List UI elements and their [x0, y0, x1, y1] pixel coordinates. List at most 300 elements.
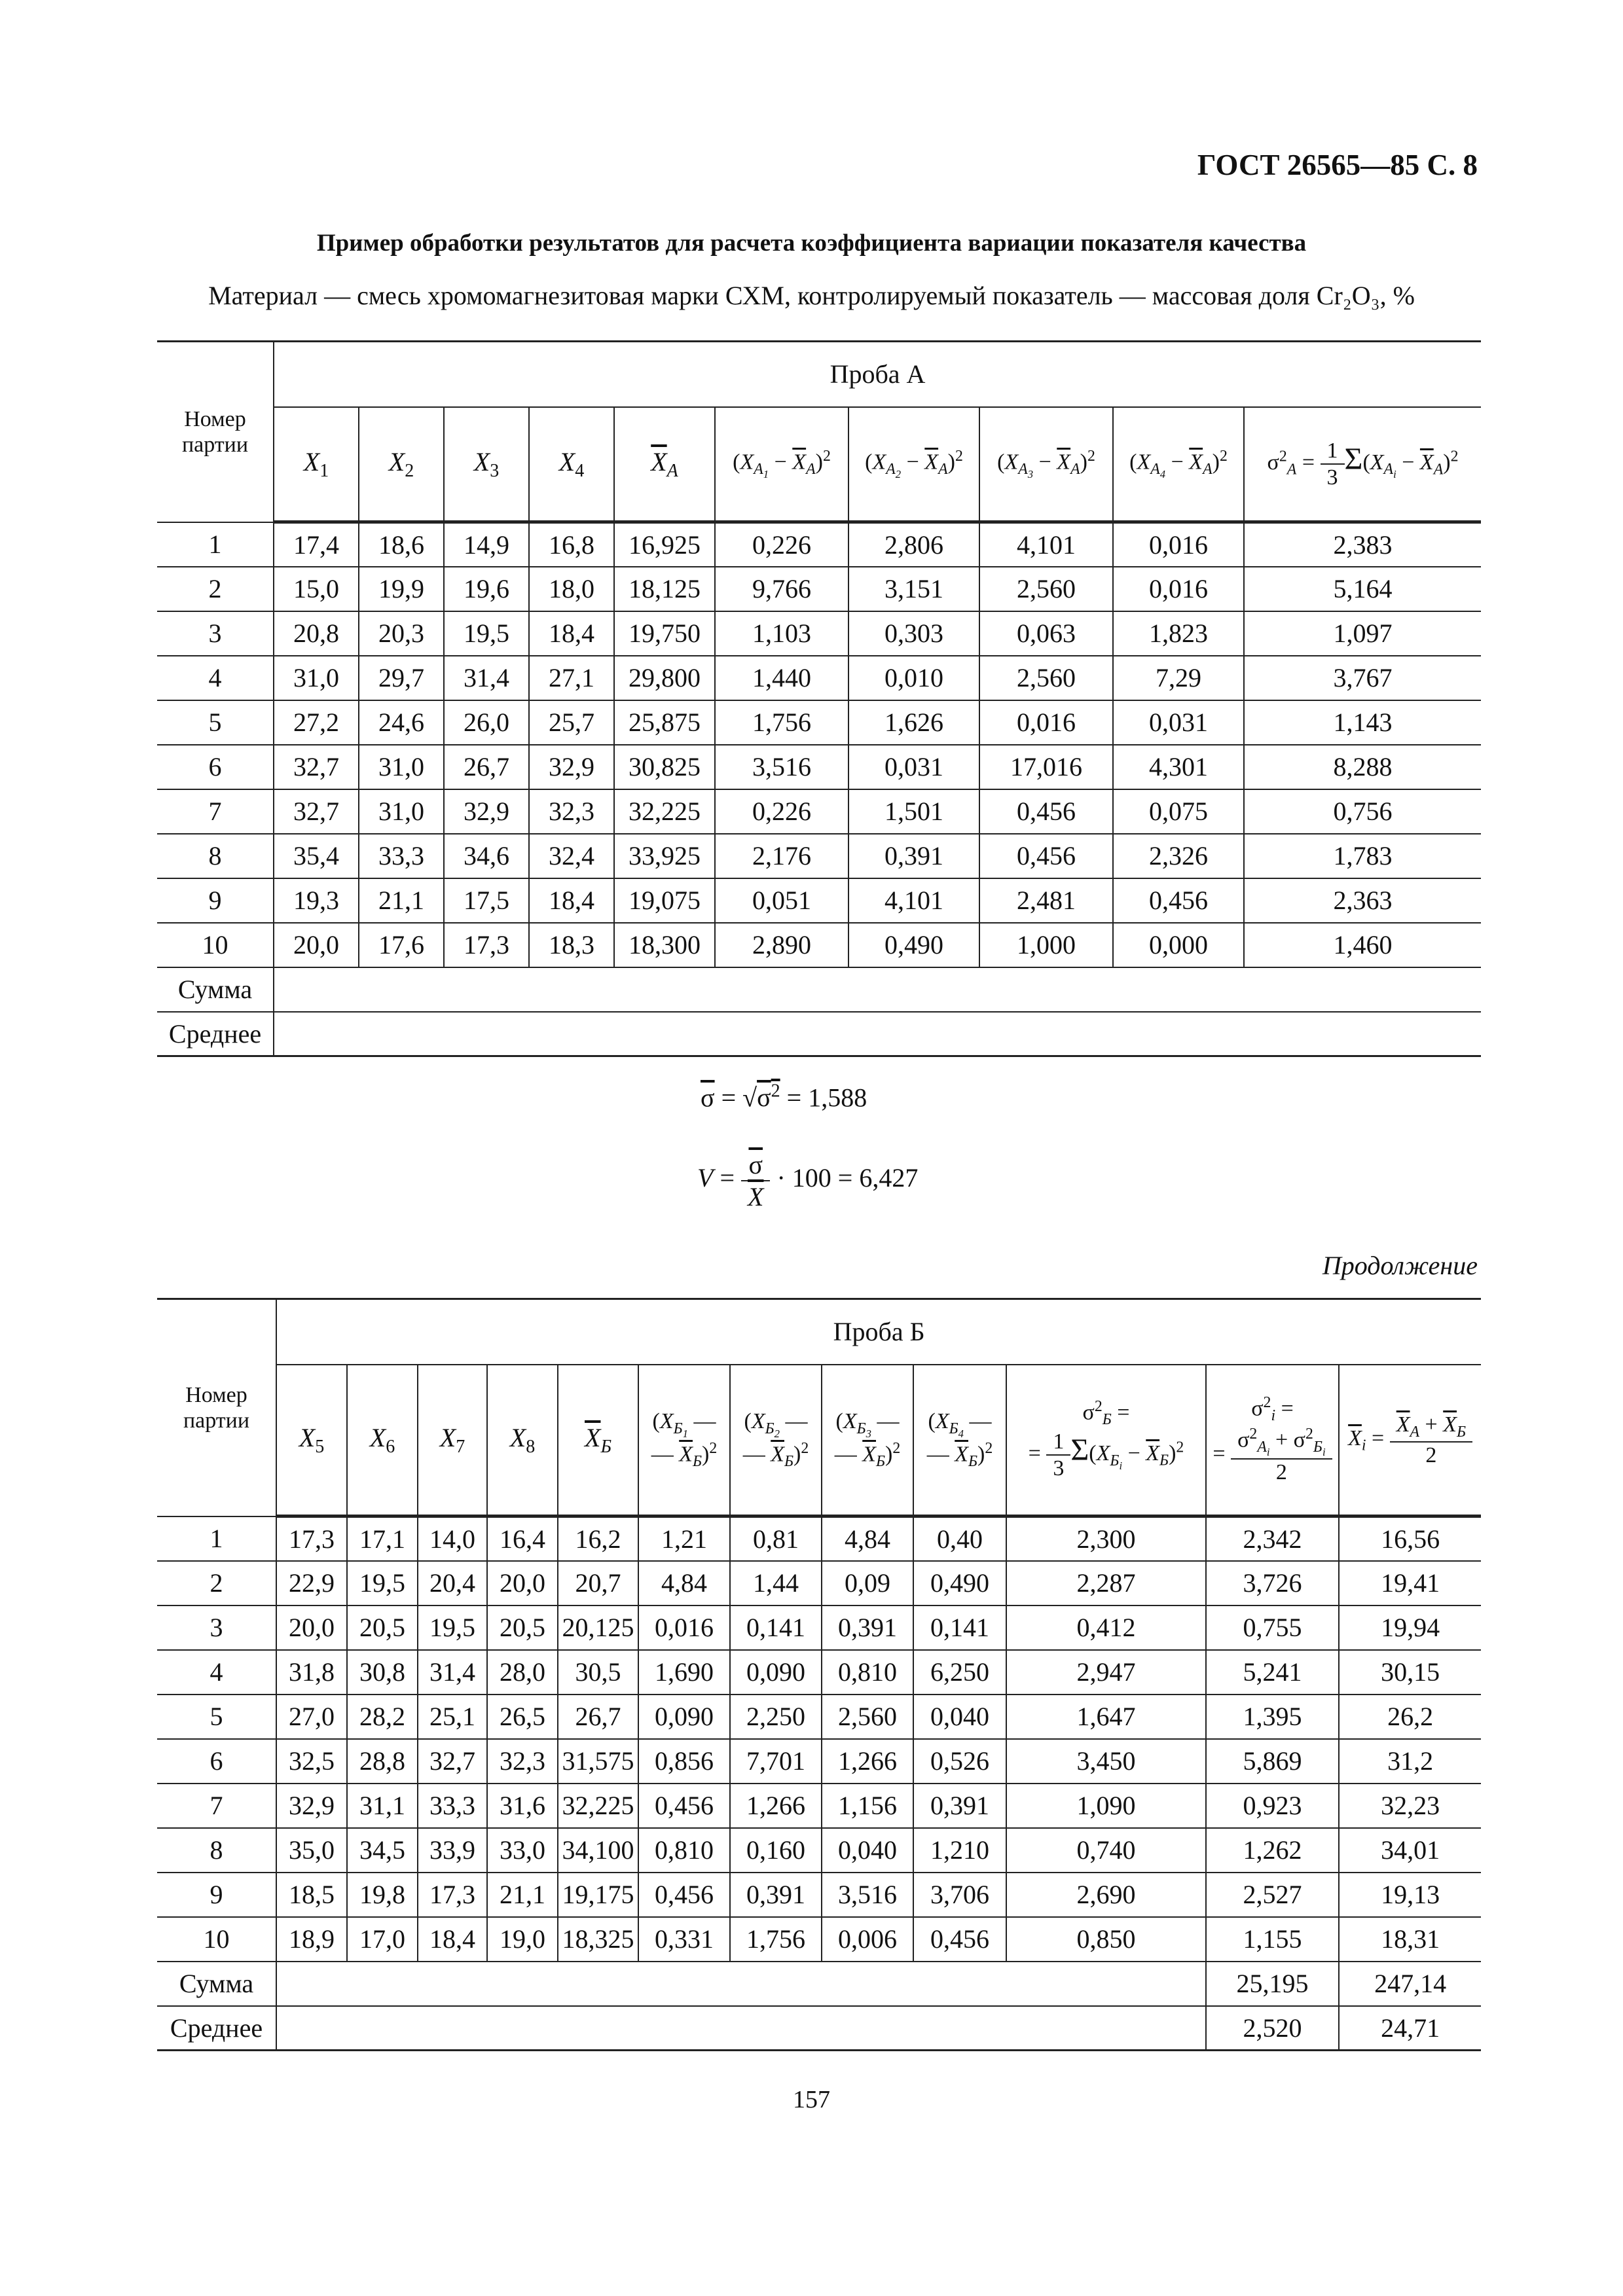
table-cell: 29,800	[614, 656, 715, 700]
table-cell: 18,31	[1339, 1917, 1481, 1962]
table-cell: 0,090	[730, 1650, 822, 1695]
table-cell: 16,56	[1339, 1516, 1481, 1561]
table-cell: 1,690	[638, 1650, 730, 1695]
table-cell: 25,1	[418, 1695, 487, 1739]
table-cell: 17,5	[444, 878, 529, 923]
table-row	[157, 567, 1481, 611]
table-sample-a	[157, 340, 1481, 1057]
col-header: ($X_{Б_4}$ — — $\overline{X}_Б)^2$	[913, 1365, 1006, 1516]
table-cell: 17,3	[276, 1516, 347, 1561]
table-cell: 20,0	[274, 923, 359, 967]
table-cell: 1,440	[715, 656, 848, 700]
col-header: $X_6$	[347, 1365, 418, 1516]
table-row	[157, 1561, 1481, 1605]
batch-number: 7	[157, 1784, 276, 1828]
table-cell: 9,766	[715, 567, 848, 611]
batch-number: 9	[157, 1873, 276, 1917]
table-row	[157, 1784, 1481, 1828]
table-cell: 2,250	[730, 1695, 822, 1739]
col-header: ($X_{Б_1}$ — — $\overline{X}_Б)^2$	[638, 1365, 730, 1516]
table-cell: 1,783	[1244, 834, 1481, 878]
table-cell: 20,8	[274, 611, 359, 656]
table-cell: 5,869	[1206, 1739, 1339, 1784]
table-cell: 2,947	[1006, 1650, 1206, 1695]
table-cell: 19,5	[418, 1605, 487, 1650]
col-header: $(X_{A_2} - \overline{X}_A)^2$	[848, 407, 979, 522]
batch-number: 8	[157, 1828, 276, 1873]
table-cell: 2,383	[1244, 522, 1481, 567]
mean-empty	[274, 1012, 1481, 1056]
table-cell: 0,09	[822, 1561, 913, 1605]
table-cell: 35,0	[276, 1828, 347, 1873]
table-cell: 28,8	[347, 1739, 418, 1784]
table-cell: 29,7	[359, 656, 444, 700]
sum-value: 247,14	[1339, 1962, 1481, 2006]
table-cell: 2,176	[715, 834, 848, 878]
col-header: $X_4$	[529, 407, 614, 522]
table-cell: 31,8	[276, 1650, 347, 1695]
table-cell: 18,4	[529, 611, 614, 656]
table-cell: 0,391	[730, 1873, 822, 1917]
table-cell: 14,0	[418, 1516, 487, 1561]
table-cell: 0,090	[638, 1695, 730, 1739]
table-cell: 0,490	[848, 923, 979, 967]
table-cell: 0,412	[1006, 1605, 1206, 1650]
mean-label: Среднее	[157, 2006, 276, 2051]
table-row	[157, 745, 1481, 789]
batch-number: 8	[157, 834, 274, 878]
table-cell: 0,40	[913, 1516, 1006, 1561]
table-cell: 31,575	[558, 1739, 638, 1784]
table-cell: 0,391	[848, 834, 979, 878]
table-cell: 2,481	[979, 878, 1113, 923]
table-cell: 8,288	[1244, 745, 1481, 789]
table-cell: 18,0	[529, 567, 614, 611]
row-header: Номер партии	[157, 1299, 276, 1516]
table-cell: 19,5	[444, 611, 529, 656]
page-header: ГОСТ 26565—85 С. 8	[1197, 149, 1478, 181]
table-cell: 21,1	[487, 1873, 558, 1917]
table-cell: 20,5	[347, 1605, 418, 1650]
table-cell: 31,0	[359, 745, 444, 789]
table-cell: 32,4	[529, 834, 614, 878]
batch-number: 6	[157, 1739, 276, 1784]
table-cell: 2,300	[1006, 1516, 1206, 1561]
table-cell: 7,29	[1113, 656, 1244, 700]
sum-empty	[274, 967, 1481, 1012]
table-cell: 0,016	[1113, 567, 1244, 611]
table-cell: 4,84	[822, 1516, 913, 1561]
table-cell: 33,925	[614, 834, 715, 878]
table-cell: 2,342	[1206, 1516, 1339, 1561]
table-cell: 31,2	[1339, 1739, 1481, 1784]
batch-number: 1	[157, 1516, 276, 1561]
table-cell: 1,266	[730, 1784, 822, 1828]
table-cell: 0,141	[730, 1605, 822, 1650]
table-cell: 1,103	[715, 611, 848, 656]
table-cell: 17,3	[418, 1873, 487, 1917]
table-cell: 31,1	[347, 1784, 418, 1828]
table-cell: 17,3	[444, 923, 529, 967]
table-cell: 16,4	[487, 1516, 558, 1561]
table-cell: 1,266	[822, 1739, 913, 1784]
table-cell: 32,7	[418, 1739, 487, 1784]
col-header: $\overline{X}_Б$	[558, 1365, 638, 1516]
col-header: $\sigma^2_Б$ = = $\frac{1}{3}$ $\Sigma(X_{Б_i} - \overline{X}_Б)^2$	[1006, 1365, 1206, 1516]
table-cell: 0,006	[822, 1917, 913, 1962]
table-cell: 19,0	[487, 1917, 558, 1962]
table-cell: 0,016	[1113, 522, 1244, 567]
batch-number: 2	[157, 567, 274, 611]
table-cell: 32,23	[1339, 1784, 1481, 1828]
table-cell: 0,456	[979, 789, 1113, 834]
col-header: ($X_{Б_2}$ — — $\overline{X}_Б)^2$	[730, 1365, 822, 1516]
table-row	[157, 923, 1481, 967]
table-cell: 0,075	[1113, 789, 1244, 834]
table-cell: 1,210	[913, 1828, 1006, 1873]
table-cell: 0,810	[822, 1650, 913, 1695]
table-cell: 27,0	[276, 1695, 347, 1739]
col-header: $X_2$	[359, 407, 444, 522]
table-cell: 2,690	[1006, 1873, 1206, 1917]
table-cell: 20,0	[487, 1561, 558, 1605]
table-cell: 19,5	[347, 1561, 418, 1605]
table-cell: 5,164	[1244, 567, 1481, 611]
table-cell: 2,560	[979, 567, 1113, 611]
page-number: 157	[793, 2086, 830, 2113]
material-subtitle: Материал — смесь хромомагнезитовая марки СХМ, контролируемый показатель — массовая доля Cr₂O₃, %	[208, 281, 1415, 310]
table-cell: 17,1	[347, 1516, 418, 1561]
col-header: $\overline{X}_A$	[614, 407, 715, 522]
batch-number: 1	[157, 522, 274, 567]
table-cell: 17,016	[979, 745, 1113, 789]
table-cell: 16,2	[558, 1516, 638, 1561]
col-header: $(X_{A_1} - \overline{X}_A)^2$	[715, 407, 848, 522]
mean-label: Среднее	[157, 1012, 274, 1056]
batch-number: 5	[157, 700, 274, 745]
table-cell: 4,101	[848, 878, 979, 923]
table-cell: 24,6	[359, 700, 444, 745]
col-header: $\sigma^2_i$ = = $\frac{\sigma^2_{A_i} + \sigma^2_{Б_i}}{2}$	[1206, 1365, 1339, 1516]
table-cell: 21,1	[359, 878, 444, 923]
table-cell: 2,560	[822, 1695, 913, 1739]
table-cell: 18,5	[276, 1873, 347, 1917]
table-cell: 32,9	[276, 1784, 347, 1828]
table-cell: 19,9	[359, 567, 444, 611]
table-row	[157, 1917, 1481, 1962]
table-cell: 0,031	[1113, 700, 1244, 745]
sum-value: 25,195	[1206, 1962, 1339, 2006]
table-cell: 0,016	[638, 1605, 730, 1650]
table-cell: 26,7	[444, 745, 529, 789]
table-cell: 0,226	[715, 789, 848, 834]
table-cell: 0,755	[1206, 1605, 1339, 1650]
table-cell: 15,0	[274, 567, 359, 611]
table-cell: 0,456	[638, 1873, 730, 1917]
table-cell: 20,125	[558, 1605, 638, 1650]
table-cell: 35,4	[274, 834, 359, 878]
table-cell: 2,326	[1113, 834, 1244, 878]
table-cell: 19,13	[1339, 1873, 1481, 1917]
table-cell: 16,925	[614, 522, 715, 567]
table-row	[157, 1650, 1481, 1695]
sigma-value: 1,588	[808, 1083, 867, 1113]
table-cell: 2,560	[979, 656, 1113, 700]
table-cell: 26,0	[444, 700, 529, 745]
col-header: $(X_{A_4} - \overline{X}_A)^2$	[1113, 407, 1244, 522]
group-header: Проба А	[274, 342, 1481, 407]
table-cell: 33,3	[418, 1784, 487, 1828]
table-cell: 0,331	[638, 1917, 730, 1962]
table-cell: 0,850	[1006, 1917, 1206, 1962]
table-cell: 0,031	[848, 745, 979, 789]
table-cell: 32,225	[558, 1784, 638, 1828]
table-cell: 0,040	[822, 1828, 913, 1873]
table-cell: 2,890	[715, 923, 848, 967]
table-cell: 34,5	[347, 1828, 418, 1873]
table-cell: 32,5	[276, 1739, 347, 1784]
table-cell: 19,175	[558, 1873, 638, 1917]
col-header: $X_5$	[276, 1365, 347, 1516]
table-cell: 3,726	[1206, 1561, 1339, 1605]
group-header: Проба Б	[276, 1299, 1481, 1365]
table-cell: 1,395	[1206, 1695, 1339, 1739]
table-cell: 28,0	[487, 1650, 558, 1695]
table-cell: 1,097	[1244, 611, 1481, 656]
table-row	[157, 1516, 1481, 1561]
col-header: $\sigma^2_A$ = $\frac{1}{3}$ $\Sigma(X_{A_i} - \overline{X}_A)^2$	[1244, 407, 1481, 522]
continuation-label: Продолжение	[1322, 1251, 1478, 1280]
table-cell: 5,241	[1206, 1650, 1339, 1695]
table-cell: 18,4	[418, 1917, 487, 1962]
table-cell: 18,325	[558, 1917, 638, 1962]
col-header: ($X_{Б_3}$ — — $\overline{X}_Б)^2$	[822, 1365, 913, 1516]
table-cell: 7,701	[730, 1739, 822, 1784]
table-cell: 1,460	[1244, 923, 1481, 967]
table-row	[157, 700, 1481, 745]
table-cell: 1,143	[1244, 700, 1481, 745]
col-header: $\overline{X}_i$ = $\frac{\overline{X}_A + \overline{X}_Б}{2}$	[1339, 1365, 1481, 1516]
table-cell: 0,526	[913, 1739, 1006, 1784]
table-row	[157, 1873, 1481, 1917]
table-cell: 33,9	[418, 1828, 487, 1873]
table-cell: 26,7	[558, 1695, 638, 1739]
table-cell: 0,303	[848, 611, 979, 656]
batch-number: 7	[157, 789, 274, 834]
table-cell: 30,15	[1339, 1650, 1481, 1695]
sum-label: Сумма	[157, 1962, 276, 2006]
table-cell: 16,8	[529, 522, 614, 567]
table-row	[157, 1695, 1481, 1739]
table-cell: 0,010	[848, 656, 979, 700]
table-cell: 1,000	[979, 923, 1113, 967]
table-cell: 31,0	[274, 656, 359, 700]
batch-number: 3	[157, 1605, 276, 1650]
table-cell: 0,063	[979, 611, 1113, 656]
table-cell: 32,3	[487, 1739, 558, 1784]
sum-label: Сумма	[157, 967, 274, 1012]
table-cell: 19,750	[614, 611, 715, 656]
sum-empty	[276, 1962, 1206, 2006]
table-cell: 14,9	[444, 522, 529, 567]
table-cell: 18,300	[614, 923, 715, 967]
table-cell: 4,101	[979, 522, 1113, 567]
table-cell: 0,160	[730, 1828, 822, 1873]
table-cell: 1,647	[1006, 1695, 1206, 1739]
batch-number: 9	[157, 878, 274, 923]
table-cell: 0,016	[979, 700, 1113, 745]
table-cell: 4,301	[1113, 745, 1244, 789]
table-cell: 20,3	[359, 611, 444, 656]
table-cell: 32,3	[529, 789, 614, 834]
table-cell: 2,527	[1206, 1873, 1339, 1917]
table-cell: 18,3	[529, 923, 614, 967]
table-cell: 4,84	[638, 1561, 730, 1605]
table-cell: 26,2	[1339, 1695, 1481, 1739]
table-cell: 3,516	[715, 745, 848, 789]
table-cell: 27,1	[529, 656, 614, 700]
table-cell: 20,4	[418, 1561, 487, 1605]
table-cell: 1,626	[848, 700, 979, 745]
sigma-formula: $\overline{\sigma} = √\sigma^2 = 1,588$	[701, 1081, 867, 1113]
table-cell: 18,4	[529, 878, 614, 923]
table-row	[157, 656, 1481, 700]
mean-value: 24,71	[1339, 2006, 1481, 2051]
table-cell: 27,2	[274, 700, 359, 745]
table-cell: 19,075	[614, 878, 715, 923]
table-cell: 1,756	[715, 700, 848, 745]
table-cell: 34,6	[444, 834, 529, 878]
col-header: $X_3$	[444, 407, 529, 522]
table-cell: 34,100	[558, 1828, 638, 1873]
table-row	[157, 1605, 1481, 1650]
table-cell: 0,810	[638, 1828, 730, 1873]
table-cell: 3,767	[1244, 656, 1481, 700]
table-cell: 0,923	[1206, 1784, 1339, 1828]
table-cell: 3,706	[913, 1873, 1006, 1917]
table-cell: 0,756	[1244, 789, 1481, 834]
batch-number: 5	[157, 1695, 276, 1739]
table-cell: 1,156	[822, 1784, 913, 1828]
table-row	[157, 789, 1481, 834]
table-cell: 20,5	[487, 1605, 558, 1650]
table-cell: 0,391	[822, 1605, 913, 1650]
col-header: $(X_{A_3} - \overline{X}_A)^2$	[979, 407, 1113, 522]
table-cell: 1,756	[730, 1917, 822, 1962]
table-cell: 0,81	[730, 1516, 822, 1561]
table-cell: 0,051	[715, 878, 848, 923]
table-cell: 32,7	[274, 745, 359, 789]
table-cell: 2,806	[848, 522, 979, 567]
variation-formula: V = $\frac{\overline{\sigma}}{X}$ · 100 = 6,427	[697, 1150, 919, 1211]
table-cell: 0,456	[913, 1917, 1006, 1962]
table-cell: 19,6	[444, 567, 529, 611]
table-row	[157, 611, 1481, 656]
table-cell: 1,090	[1006, 1784, 1206, 1828]
batch-number: 4	[157, 656, 274, 700]
table-cell: 19,3	[274, 878, 359, 923]
table-cell: 32,9	[444, 789, 529, 834]
mean-empty	[276, 2006, 1206, 2051]
table-row	[157, 522, 1481, 567]
table-cell: 33,3	[359, 834, 444, 878]
table-row	[157, 1828, 1481, 1873]
table-cell: 19,41	[1339, 1561, 1481, 1605]
table-cell: 0,740	[1006, 1828, 1206, 1873]
table-title: Пример обработки результатов для расчета коэффициента вариации показателя качества	[316, 230, 1307, 257]
table-cell: 31,6	[487, 1784, 558, 1828]
table-cell: 1,501	[848, 789, 979, 834]
table-cell: 3,450	[1006, 1739, 1206, 1784]
table-cell: 0,040	[913, 1695, 1006, 1739]
batch-number: 6	[157, 745, 274, 789]
batch-number: 4	[157, 1650, 276, 1695]
batch-number: 10	[157, 1917, 276, 1962]
table-cell: 34,01	[1339, 1828, 1481, 1873]
table-cell: 31,4	[444, 656, 529, 700]
table-cell: 28,2	[347, 1695, 418, 1739]
table-cell: 25,875	[614, 700, 715, 745]
table-cell: 17,6	[359, 923, 444, 967]
table-cell: 0,391	[913, 1784, 1006, 1828]
table-cell: 20,0	[276, 1605, 347, 1650]
table-cell: 22,9	[276, 1561, 347, 1605]
row-header: Номер партии	[157, 342, 274, 522]
table-cell: 17,0	[347, 1917, 418, 1962]
table-cell: 1,823	[1113, 611, 1244, 656]
table-cell: 0,490	[913, 1561, 1006, 1605]
col-header: $X_7$	[418, 1365, 487, 1516]
table-row	[157, 1739, 1481, 1784]
table-cell: 6,250	[913, 1650, 1006, 1695]
table-cell: 0,226	[715, 522, 848, 567]
table-cell: 18,6	[359, 522, 444, 567]
table-cell: 31,4	[418, 1650, 487, 1695]
table-cell: 30,5	[558, 1650, 638, 1695]
table-cell: 32,9	[529, 745, 614, 789]
batch-number: 10	[157, 923, 274, 967]
table-cell: 30,8	[347, 1650, 418, 1695]
table-cell: 30,825	[614, 745, 715, 789]
table-cell: 25,7	[529, 700, 614, 745]
v-value: 6,427	[859, 1163, 919, 1193]
table-cell: 2,287	[1006, 1561, 1206, 1605]
table-cell: 0,000	[1113, 923, 1244, 967]
table-cell: 0,456	[1113, 878, 1244, 923]
table-row	[157, 878, 1481, 923]
table-cell: 20,7	[558, 1561, 638, 1605]
table-row	[157, 834, 1481, 878]
col-header: $X_1$	[274, 407, 359, 522]
table-cell: 19,8	[347, 1873, 418, 1917]
table-cell: 18,125	[614, 567, 715, 611]
table-sample-b	[157, 1298, 1481, 2051]
table-cell: 0,456	[979, 834, 1113, 878]
table-cell: 0,141	[913, 1605, 1006, 1650]
table-cell: 31,0	[359, 789, 444, 834]
table-cell: 26,5	[487, 1695, 558, 1739]
table-cell: 32,225	[614, 789, 715, 834]
table-cell: 1,262	[1206, 1828, 1339, 1873]
table-cell: 18,9	[276, 1917, 347, 1962]
table-cell: 33,0	[487, 1828, 558, 1873]
batch-number: 2	[157, 1561, 276, 1605]
mean-value: 2,520	[1206, 2006, 1339, 2051]
table-cell: 0,456	[638, 1784, 730, 1828]
table-cell: 1,155	[1206, 1917, 1339, 1962]
table-cell: 2,363	[1244, 878, 1481, 923]
table-cell: 17,4	[274, 522, 359, 567]
